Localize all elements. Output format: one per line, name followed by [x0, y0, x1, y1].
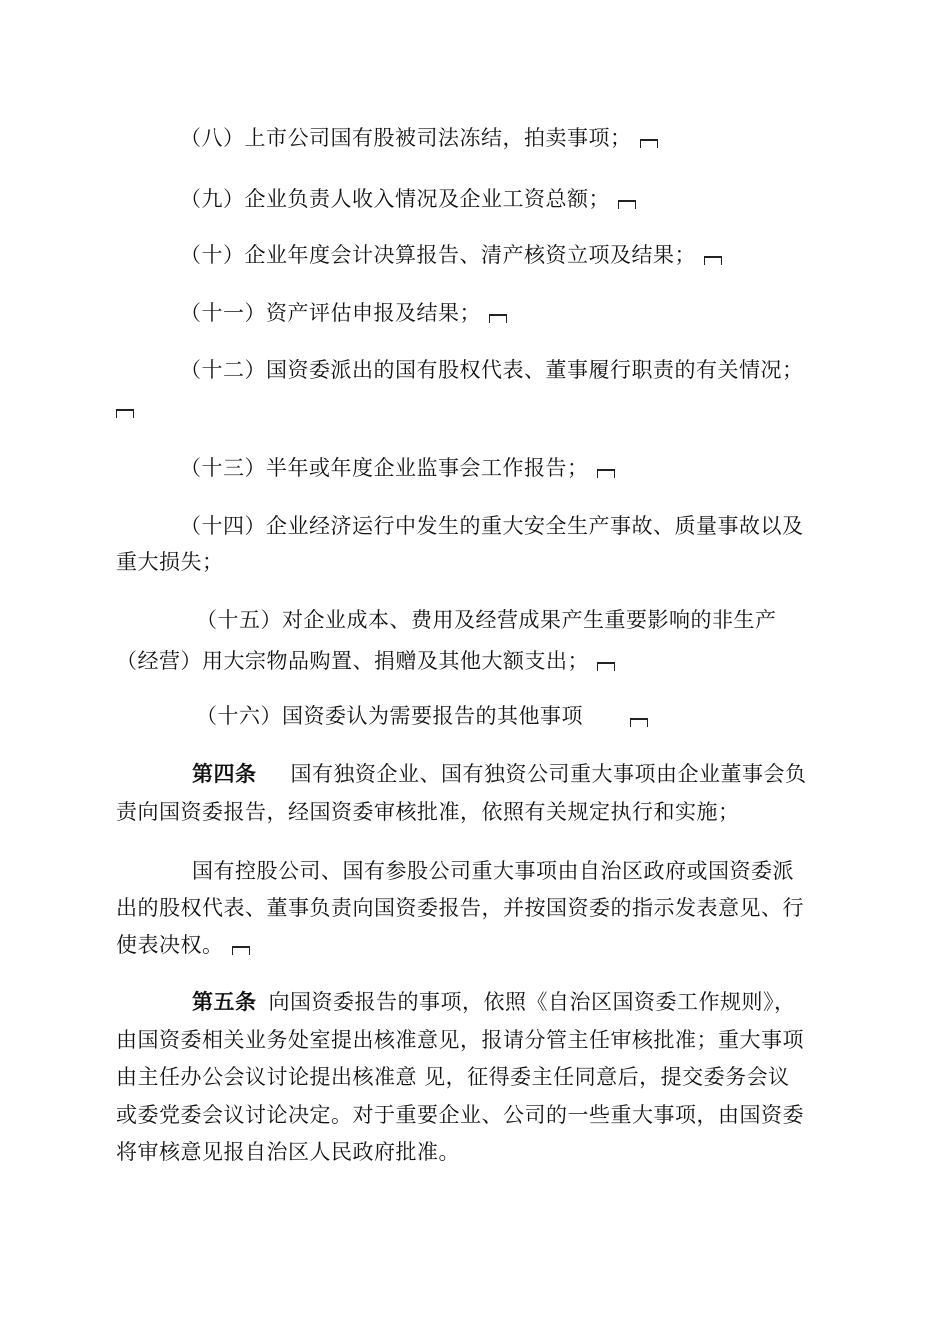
item-11: （十一）资产评估申报及结果； [180, 299, 507, 327]
paragraph-mark-icon [630, 718, 648, 727]
item-14-line-2: 重大损失； [116, 550, 224, 574]
item-8: （八）上市公司国有股被司法冻结，拍卖事项； [180, 124, 658, 152]
paragraph-mark-icon [116, 409, 134, 418]
paragraph-mark-icon [232, 946, 250, 955]
item-15-line-2: （经营）用大宗物品购置、捐赠及其他大额支出； [116, 647, 615, 675]
item-14-line-1: （十四）企业经济运行中发生的重大安全生产事故、质量事故以及 [180, 514, 804, 538]
item-12: （十二）国资委派出的国有股权代表、董事履行职责的有关情况； [180, 358, 804, 382]
article-4-heading: 第四条 [192, 761, 257, 786]
paragraph-mark-icon [618, 200, 636, 209]
item-10: （十）企业年度会计决算报告、清产核资立项及结果； [180, 241, 722, 269]
article-4-para-2-line-1: 国有控股公司、国有参股公司重大事项由自治区政府或国资委派 [192, 859, 794, 883]
article-4-para-2-line-3: 使表决权。 [116, 931, 250, 959]
article-5-heading: 第五条 [192, 989, 257, 1014]
paragraph-mark-icon [704, 256, 722, 265]
paragraph-mark-icon [489, 314, 507, 323]
item-16: （十六）国资委认为需要报告的其他事项 [196, 704, 583, 728]
item-15-line-1: （十五）对企业成本、费用及经营成果产生重要影响的非生产 [196, 608, 777, 632]
article-4-line-1: 第四条 国有独资企业、国有独资公司重大事项由企业董事会负 [192, 761, 807, 786]
item-13: （十三）半年或年度企业监事会工作报告； [180, 454, 615, 482]
item-9: （九）企业负责人收入情况及企业工资总额； [180, 185, 636, 213]
article-4-para-2-line-2: 出的股权代表、董事负责向国资委报告，并按国资委的指示发表意见、行 [116, 896, 804, 920]
article-5-line-1: 第五条 向国资委报告的事项，依照《自治区国资委工作规则》， [192, 989, 796, 1014]
paragraph-mark-icon [597, 662, 615, 671]
article-5-line-3: 由主任办公会议讨论提出核准意 见，征得委主任同意后，提交委务会议 [116, 1065, 790, 1089]
paragraph-mark-icon [597, 469, 615, 478]
article-4-line-2: 责向国资委报告，经国资委审核批准，依照有关规定执行和实施； [116, 800, 740, 824]
article-5-line-4: 或委党委会议讨论决定。对于重要企业、公司的一些重大事项，由国资委 [116, 1103, 804, 1127]
paragraph-mark-icon [640, 139, 658, 148]
article-5-line-5: 将审核意见报自治区人民政府批准。 [116, 1140, 460, 1164]
article-5-line-2: 由国资委相关业务处室提出核准意见，报请分管主任审核批准；重大事项 [116, 1028, 804, 1052]
